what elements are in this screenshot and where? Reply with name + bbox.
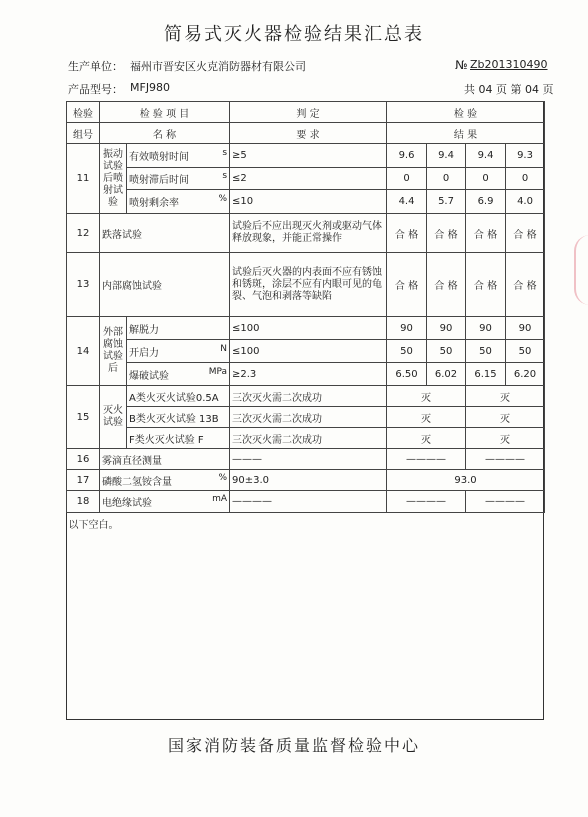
row-group: 振动试验后喷射试验 bbox=[100, 144, 127, 214]
item-label: 爆破试验 bbox=[129, 370, 169, 382]
row-no: 11 bbox=[67, 144, 100, 214]
header-requirement-2: 要 求 bbox=[230, 123, 387, 144]
result-value: ———— bbox=[466, 449, 545, 470]
result-value: 0 bbox=[506, 168, 545, 190]
document-title: 简易式灭火器检验结果汇总表 bbox=[164, 24, 424, 45]
item-label: 电绝缘试验 bbox=[102, 498, 152, 509]
table-row bbox=[67, 168, 545, 190]
result-value: 9.4 bbox=[466, 144, 506, 168]
result-value: 9.3 bbox=[506, 144, 545, 168]
row-no: 16 bbox=[67, 449, 100, 470]
table-row bbox=[67, 428, 545, 449]
item-label: 有效喷射时间 bbox=[129, 152, 189, 163]
result-value: 4.4 bbox=[387, 190, 427, 214]
row-no: 17 bbox=[67, 470, 100, 491]
report-number: Zb201310490 bbox=[470, 58, 548, 71]
result-value: 合 格 bbox=[506, 253, 545, 317]
item-name bbox=[127, 363, 230, 386]
result-value: 90 bbox=[506, 317, 545, 340]
item-unit: s bbox=[222, 148, 228, 158]
item-name bbox=[100, 470, 230, 491]
result-value: 6.50 bbox=[387, 363, 427, 386]
item-unit: % bbox=[218, 472, 228, 483]
issuer-footer: 国家消防装备质量监督检验中心 bbox=[167, 736, 420, 755]
table-header-row-2 bbox=[67, 123, 545, 144]
table-row bbox=[67, 363, 545, 386]
table-row bbox=[67, 470, 545, 491]
result-value: 9.4 bbox=[427, 144, 466, 168]
item-name: A类火灭火试验0.5A bbox=[127, 386, 230, 407]
model-label: 产品型号： bbox=[68, 83, 123, 96]
manufacturer-value: 福州市晋安区火克消防器材有限公司 bbox=[130, 60, 306, 73]
results-table bbox=[66, 101, 545, 535]
header-group-no: 检验 bbox=[67, 102, 100, 123]
result-value: 6.20 bbox=[506, 363, 545, 386]
result-value: 0 bbox=[427, 168, 466, 190]
item-name: B类火灭火试验 13B bbox=[127, 407, 230, 428]
result-value: 90 bbox=[387, 317, 427, 340]
table-row bbox=[67, 317, 545, 340]
item-name: 内部腐蚀试验 bbox=[100, 253, 230, 317]
item-unit: MPa bbox=[208, 366, 228, 377]
requirement: ≤10 bbox=[230, 190, 387, 214]
result-value: 90 bbox=[466, 317, 506, 340]
requirement: ≤2 bbox=[230, 168, 387, 190]
item-name bbox=[127, 317, 230, 340]
result-value: 合 格 bbox=[427, 253, 466, 317]
requirement: 试验后不应出现灭火剂或驱动气体释放现象，并能正常操作 bbox=[230, 214, 387, 253]
table-row bbox=[67, 253, 545, 317]
result-value: 合 格 bbox=[506, 214, 545, 253]
result-value: 93.0 bbox=[387, 470, 545, 491]
page-info: 共 04 页 第 04 页 bbox=[464, 83, 554, 96]
item-name: 跌落试验 bbox=[100, 214, 230, 253]
item-unit: mA bbox=[212, 494, 228, 504]
row-group: 灭火试验 bbox=[100, 386, 127, 449]
result-value: ———— bbox=[387, 449, 466, 470]
item-unit: % bbox=[218, 194, 228, 204]
item-unit: s bbox=[222, 171, 228, 181]
header-item-2: 名 称 bbox=[100, 123, 230, 144]
result-value: 合 格 bbox=[387, 253, 427, 317]
requirement: 三次灭火需二次成功 bbox=[230, 407, 387, 428]
header-result-2: 结 果 bbox=[387, 123, 545, 144]
result-value: ———— bbox=[466, 491, 545, 513]
result-value: 合 格 bbox=[427, 214, 466, 253]
item-name: 雾滴直径测量 bbox=[100, 449, 230, 470]
result-value: 50 bbox=[387, 340, 427, 363]
item-name bbox=[127, 144, 230, 168]
result-value: 合 格 bbox=[466, 253, 506, 317]
table-row bbox=[67, 340, 545, 363]
item-name bbox=[127, 168, 230, 190]
table-row bbox=[67, 144, 545, 168]
item-label: 喷射剩余率 bbox=[129, 198, 179, 209]
requirement: ≥5 bbox=[230, 144, 387, 168]
table-row bbox=[67, 386, 545, 407]
table-row bbox=[67, 449, 545, 470]
result-value: 合 格 bbox=[466, 214, 506, 253]
row-no: 13 bbox=[67, 253, 100, 317]
result-value: 6.02 bbox=[427, 363, 466, 386]
row-no: 18 bbox=[67, 491, 100, 513]
item-label: 喷射滞后时间 bbox=[129, 175, 189, 186]
requirement: ≤100 bbox=[230, 317, 387, 340]
manufacturer-label: 生产单位： bbox=[68, 60, 123, 73]
seal-stamp bbox=[574, 235, 588, 305]
result-value: 合 格 bbox=[387, 214, 427, 253]
requirement: ———— bbox=[230, 491, 387, 513]
item-label: 开启力 bbox=[129, 347, 159, 359]
row-group: 外部腐蚀试验后 bbox=[100, 317, 127, 386]
result-value: 6.9 bbox=[466, 190, 506, 214]
item-unit: N bbox=[220, 343, 228, 354]
requirement: ≤100 bbox=[230, 340, 387, 363]
result-value: ———— bbox=[387, 491, 466, 513]
table-row bbox=[67, 214, 545, 253]
result-value: 0 bbox=[466, 168, 506, 190]
result-value: 灭 bbox=[466, 428, 545, 449]
model-value: MFJ980 bbox=[130, 81, 171, 94]
item-name: F类火灭火试验 F bbox=[127, 428, 230, 449]
header-result: 检 验 bbox=[387, 102, 545, 123]
item-name bbox=[100, 491, 230, 513]
result-value: 6.15 bbox=[466, 363, 506, 386]
item-label: 解脱力 bbox=[129, 324, 159, 336]
row-no: 15 bbox=[67, 386, 100, 449]
result-value: 灭 bbox=[387, 407, 466, 428]
header-group-no-2: 组号 bbox=[67, 123, 100, 144]
requirement: 试验后灭火器的内表面不应有锈蚀和锈斑，涂层不应有内眼可见的龟裂、气泡和剥落等缺陷 bbox=[230, 253, 387, 317]
note-row bbox=[67, 513, 545, 535]
requirement: ——— bbox=[230, 449, 387, 470]
table-row bbox=[67, 407, 545, 428]
result-value: 90 bbox=[427, 317, 466, 340]
result-value: 灭 bbox=[387, 428, 466, 449]
result-value: 5.7 bbox=[427, 190, 466, 214]
result-value: 50 bbox=[506, 340, 545, 363]
result-value: 灭 bbox=[466, 407, 545, 428]
table-header-row-1 bbox=[67, 102, 545, 123]
result-value: 50 bbox=[466, 340, 506, 363]
item-name bbox=[127, 190, 230, 214]
header-item: 检 验 项 目 bbox=[100, 102, 230, 123]
blank-note: 以下空白。 bbox=[68, 520, 119, 532]
result-value: 0 bbox=[387, 168, 427, 190]
requirement: 三次灭火需二次成功 bbox=[230, 428, 387, 449]
requirement: 三次灭火需二次成功 bbox=[230, 386, 387, 407]
result-value: 灭 bbox=[387, 386, 466, 407]
row-no: 14 bbox=[67, 317, 100, 386]
report-number-label: № bbox=[455, 58, 468, 72]
header-requirement: 判 定 bbox=[230, 102, 387, 123]
table-row bbox=[67, 491, 545, 513]
requirement: ≥2.3 bbox=[230, 363, 387, 386]
item-name bbox=[127, 340, 230, 363]
result-value: 灭 bbox=[466, 386, 545, 407]
result-value: 50 bbox=[427, 340, 466, 363]
row-no: 12 bbox=[67, 214, 100, 253]
table-row bbox=[67, 190, 545, 214]
result-value: 4.0 bbox=[506, 190, 545, 214]
item-label: 磷酸二氢铵含量 bbox=[102, 476, 172, 488]
result-value: 9.6 bbox=[387, 144, 427, 168]
requirement: 90±3.0 bbox=[230, 470, 387, 491]
